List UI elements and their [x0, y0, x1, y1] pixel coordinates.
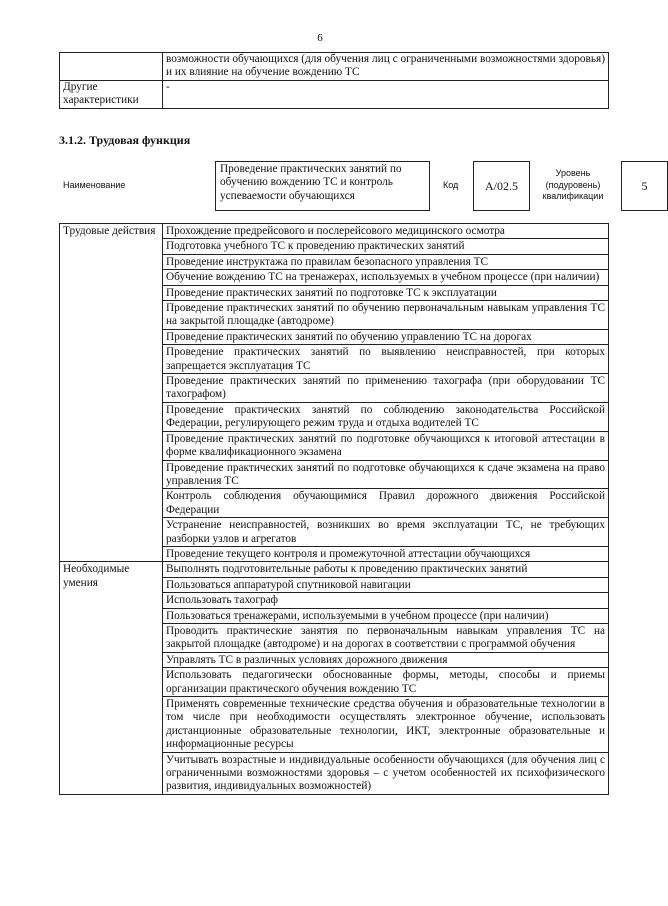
- labor-action-item: Проведение текущего контроля и промежуточной аттестации обучающихся: [163, 546, 609, 561]
- other-characteristics-label: Другие характеристики: [60, 80, 163, 108]
- table-row: [60, 224, 609, 239]
- required-skill-item: Пользоваться аппаратурой спутниковой навигации: [163, 577, 609, 592]
- continuation-table: [59, 52, 609, 109]
- labor-action-item: Проведение практических занятий по подготовке обучающихся к сдаче экзамена на право управления ТС: [163, 460, 609, 489]
- labor-action-item: Подготовка учебного ТС к проведению практических занятий: [163, 239, 609, 254]
- function-name: Проведение практических занятий по обучению вождению ТС и контроль успеваемости обучающихся: [215, 161, 430, 211]
- labor-function-table: [59, 223, 609, 795]
- table-row: [60, 80, 609, 108]
- name-label: Наименование: [63, 180, 126, 190]
- labor-action-item: Проведение практических занятий по применению тахографа (при оборудовании ТС тахографом): [163, 374, 609, 403]
- labor-action-item: Проведение практических занятий по выявлению неисправностей, при которых запрещается эксплуатация ТС: [163, 345, 609, 374]
- required-skill-item: Проводить практические занятия по первоначальным навыкам управления ТС на закрытой площадке (автодроме) и на дорогах в соответствии с программой обучения: [163, 623, 609, 652]
- labor-action-item: Проведение практических занятий по подготовке обучающихся к итоговой аттестации в форме квалификационного экзамена: [163, 431, 609, 460]
- required-skill-item: Применять современные технические средства обучения и образовательные технологии в том числе при необходимости осуществлять электронное обучение, использовать дистанционные образовательные технологии, ИКТ, электронные образовательные и информационные ресурсы: [163, 697, 609, 753]
- qualification-level-value: 5: [621, 161, 668, 211]
- section-heading: 3.1.2. Трудовая функция: [59, 133, 191, 147]
- labor-action-item: Прохождение предрейсового и послерейсового медицинского осмотра: [163, 224, 609, 239]
- labor-action-item: Обучение вождению ТС на тренажерах, используемых в учебном процессе (при наличии): [163, 270, 609, 285]
- required-skill-item: Выполнять подготовительные работы к проведению практических занятий: [163, 562, 609, 577]
- qualification-level-label: Уровень (подуровень) квалификации: [542, 168, 604, 201]
- table-row: [60, 562, 609, 577]
- labor-action-item: Проведение практических занятий по обучению первоначальным навыкам управления ТС на закрытой площадке (автодроме): [163, 301, 609, 330]
- function-header: [59, 161, 648, 213]
- labor-action-item: Проведение практических занятий по соблюдению законодательства Российской Федерации, регулирующего режим труда и отдыха водителей ТС: [163, 402, 609, 431]
- required-skill-item: Пользоваться тренажерами, используемыми в учебном процессе (при наличии): [163, 608, 609, 623]
- page-number: 6: [317, 32, 323, 44]
- labor-action-item: Проведение практических занятий по подготовке ТС к эксплуатации: [163, 285, 609, 300]
- required-skill-group-label: Необходимые умения: [60, 562, 163, 795]
- table-row: [60, 53, 609, 81]
- labor-action-item: Проведение инструктажа по правилам безопасного управления ТС: [163, 254, 609, 269]
- labor-action-group-label: Трудовые действия: [60, 224, 163, 562]
- code-label: Код: [443, 180, 459, 190]
- labor-action-item: Устранение неисправностей, возникших во время эксплуатации ТС, не требующих разборки узлов и агрегатов: [163, 518, 609, 547]
- labor-action-item: Контроль соблюдения обучающимися Правил дорожного движения Российской Федерации: [163, 489, 609, 518]
- continuation-text: возможности обучающихся (для обучения лиц с ограниченными возможностями здоровья) и их влияние на обучение вождению ТС: [163, 53, 609, 81]
- empty-label-cell: [60, 53, 163, 81]
- required-skill-item: Использовать тахограф: [163, 593, 609, 608]
- required-skill-item: Управлять ТС в различных условиях дорожного движения: [163, 652, 609, 667]
- required-skill-item: Использовать педагогически обоснованные формы, методы, способы и приемы организации практического обучения вождению ТС: [163, 668, 609, 697]
- function-code: A/02.5: [473, 161, 530, 211]
- required-skill-item: Учитывать возрастные и индивидуальные особенности обучающихся (для обучения лиц с ограниченными возможностями здоровья – с учетом особенностей их психофизического развития, индивидуальных возможностей): [163, 752, 609, 794]
- other-characteristics-value: -: [163, 80, 609, 108]
- labor-action-item: Проведение практических занятий по обучению управлению ТС на дорогах: [163, 329, 609, 344]
